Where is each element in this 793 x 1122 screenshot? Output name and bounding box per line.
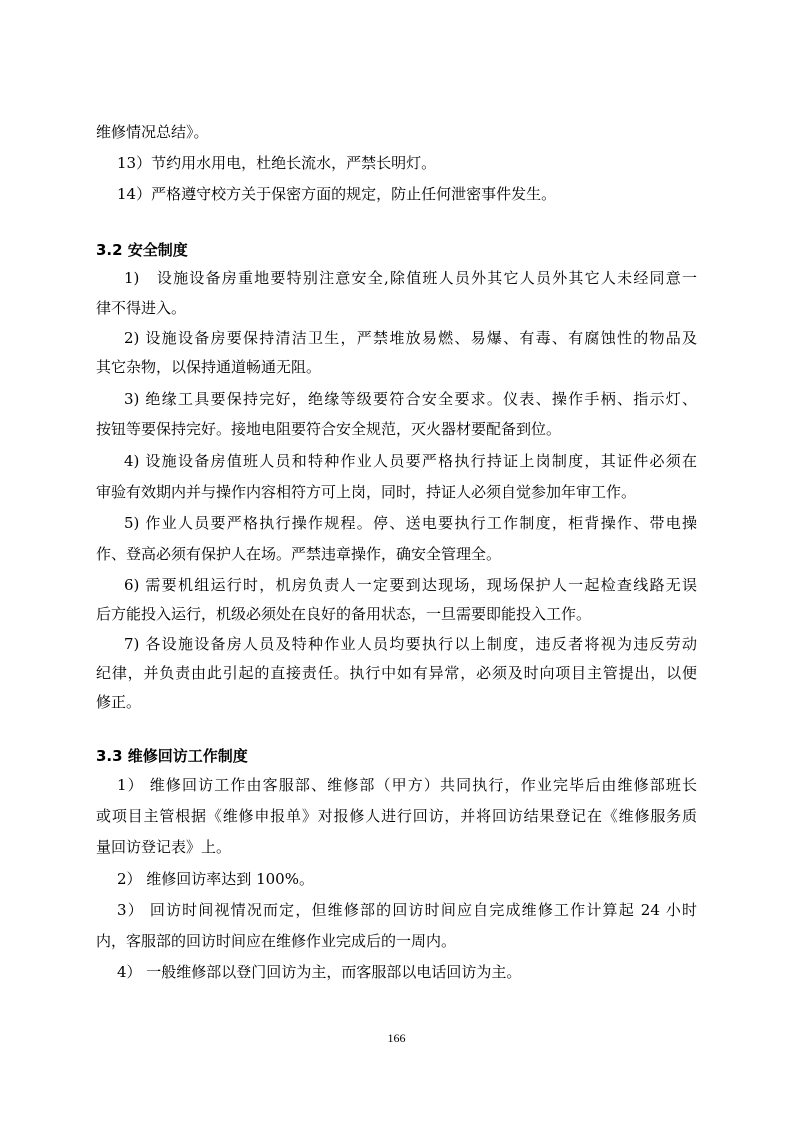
followup-item-4-line-1: 4） 一般维修部以登门回访为主，而客服部以电话回访为主。 [117, 963, 522, 981]
safety-item-6-line-2: 后方能投入运行，机级必须处在良好的备用状态，一旦需要即能投入工作。 [96, 605, 592, 623]
followup-item-1-line-1: 1） 维修回访工作由客服部、维修部（甲方）共同执行，作业完毕后由维修部班长 [117, 776, 697, 794]
safety-item-2-line-2: 其它杂物，以保持通道畅通无阻。 [96, 358, 322, 376]
followup-item-1-line-3: 量回访登记表》上。 [96, 838, 232, 856]
safety-item-4-line-1: 4) 设施设备房值班人员和特种作业人员要严格执行持证上岗制度，其证件必须在 [124, 452, 697, 470]
section-heading-safety: 3.2 安全制度 [96, 241, 188, 259]
page-number: 166 [387, 1031, 406, 1045]
safety-item-7-line-1: 7) 各设施设备房人员及特种作业人员均要执行以上制度，违反者将视为违反劳动 [124, 635, 697, 653]
followup-item-3-line-1: 3） 回访时间视情况而定，但维修部的回访时间应自完成维修工作计算起 24 小时 [117, 901, 697, 919]
safety-item-2-line-1: 2) 设施设备房要保持清洁卫生，严禁堆放易燃、易爆、有毒、有腐蚀性的物品及 [124, 329, 697, 347]
list-item-14: 14）严格遵守校方关于保密方面的规定，防止任何泄密事件发生。 [117, 185, 557, 203]
safety-item-7-line-3: 修正。 [96, 693, 142, 711]
list-item-13: 13）节约用水用电，杜绝长流水，严禁长明灯。 [117, 154, 437, 172]
continuation-text: 维修情况总结》。 [96, 123, 209, 141]
safety-item-3-line-2: 按钮等要保持完好。接地电阻要符合安全规范，灭火器材要配备到位。 [96, 420, 562, 438]
followup-item-1-line-2: 或项目主管根据《维修申报单》对报修人进行回访，并将回访结果登记在《维修服务质 [96, 807, 697, 825]
section-heading-repair-follow-up: 3.3 维修回访工作制度 [96, 747, 248, 765]
safety-item-5-line-2: 作、登高必须有保护人在场。严禁违章操作，确安全管理全。 [96, 545, 502, 563]
safety-item-6-line-1: 6) 需要机组运行时，机房负责人一定要到达现场，现场保护人一起检查线路无误 [124, 576, 697, 594]
safety-item-4-line-2: 审验有效期内并与操作内容相符方可上岗，同时，持证人必须自觉参加年审工作。 [96, 483, 637, 501]
safety-item-1-line-1: 1) 设施设备房重地要特别注意安全,除值班人员外其它人员外其它人未经同意一 [124, 269, 697, 287]
safety-item-3-line-1: 3) 绝缘工具要保持完好，绝缘等级要符合安全要求。仪表、操作手柄、指示灯、 [124, 390, 697, 408]
safety-item-5-line-1: 5) 作业人员要严格执行操作规程。停、送电要执行工作制度，柜背操作、带电操 [124, 514, 697, 532]
followup-item-3-line-2: 内，客服部的回访时间应在维修作业完成后的一周内。 [96, 932, 457, 950]
followup-item-2-line-1: 2） 维修回访率达到 100%。 [117, 870, 314, 888]
safety-item-1-line-2: 律不得进入。 [96, 299, 187, 317]
safety-item-7-line-2: 纪律，并负责由此引起的直接责任。执行中如有异常，必须及时向项目主管提出，以便 [96, 664, 697, 682]
